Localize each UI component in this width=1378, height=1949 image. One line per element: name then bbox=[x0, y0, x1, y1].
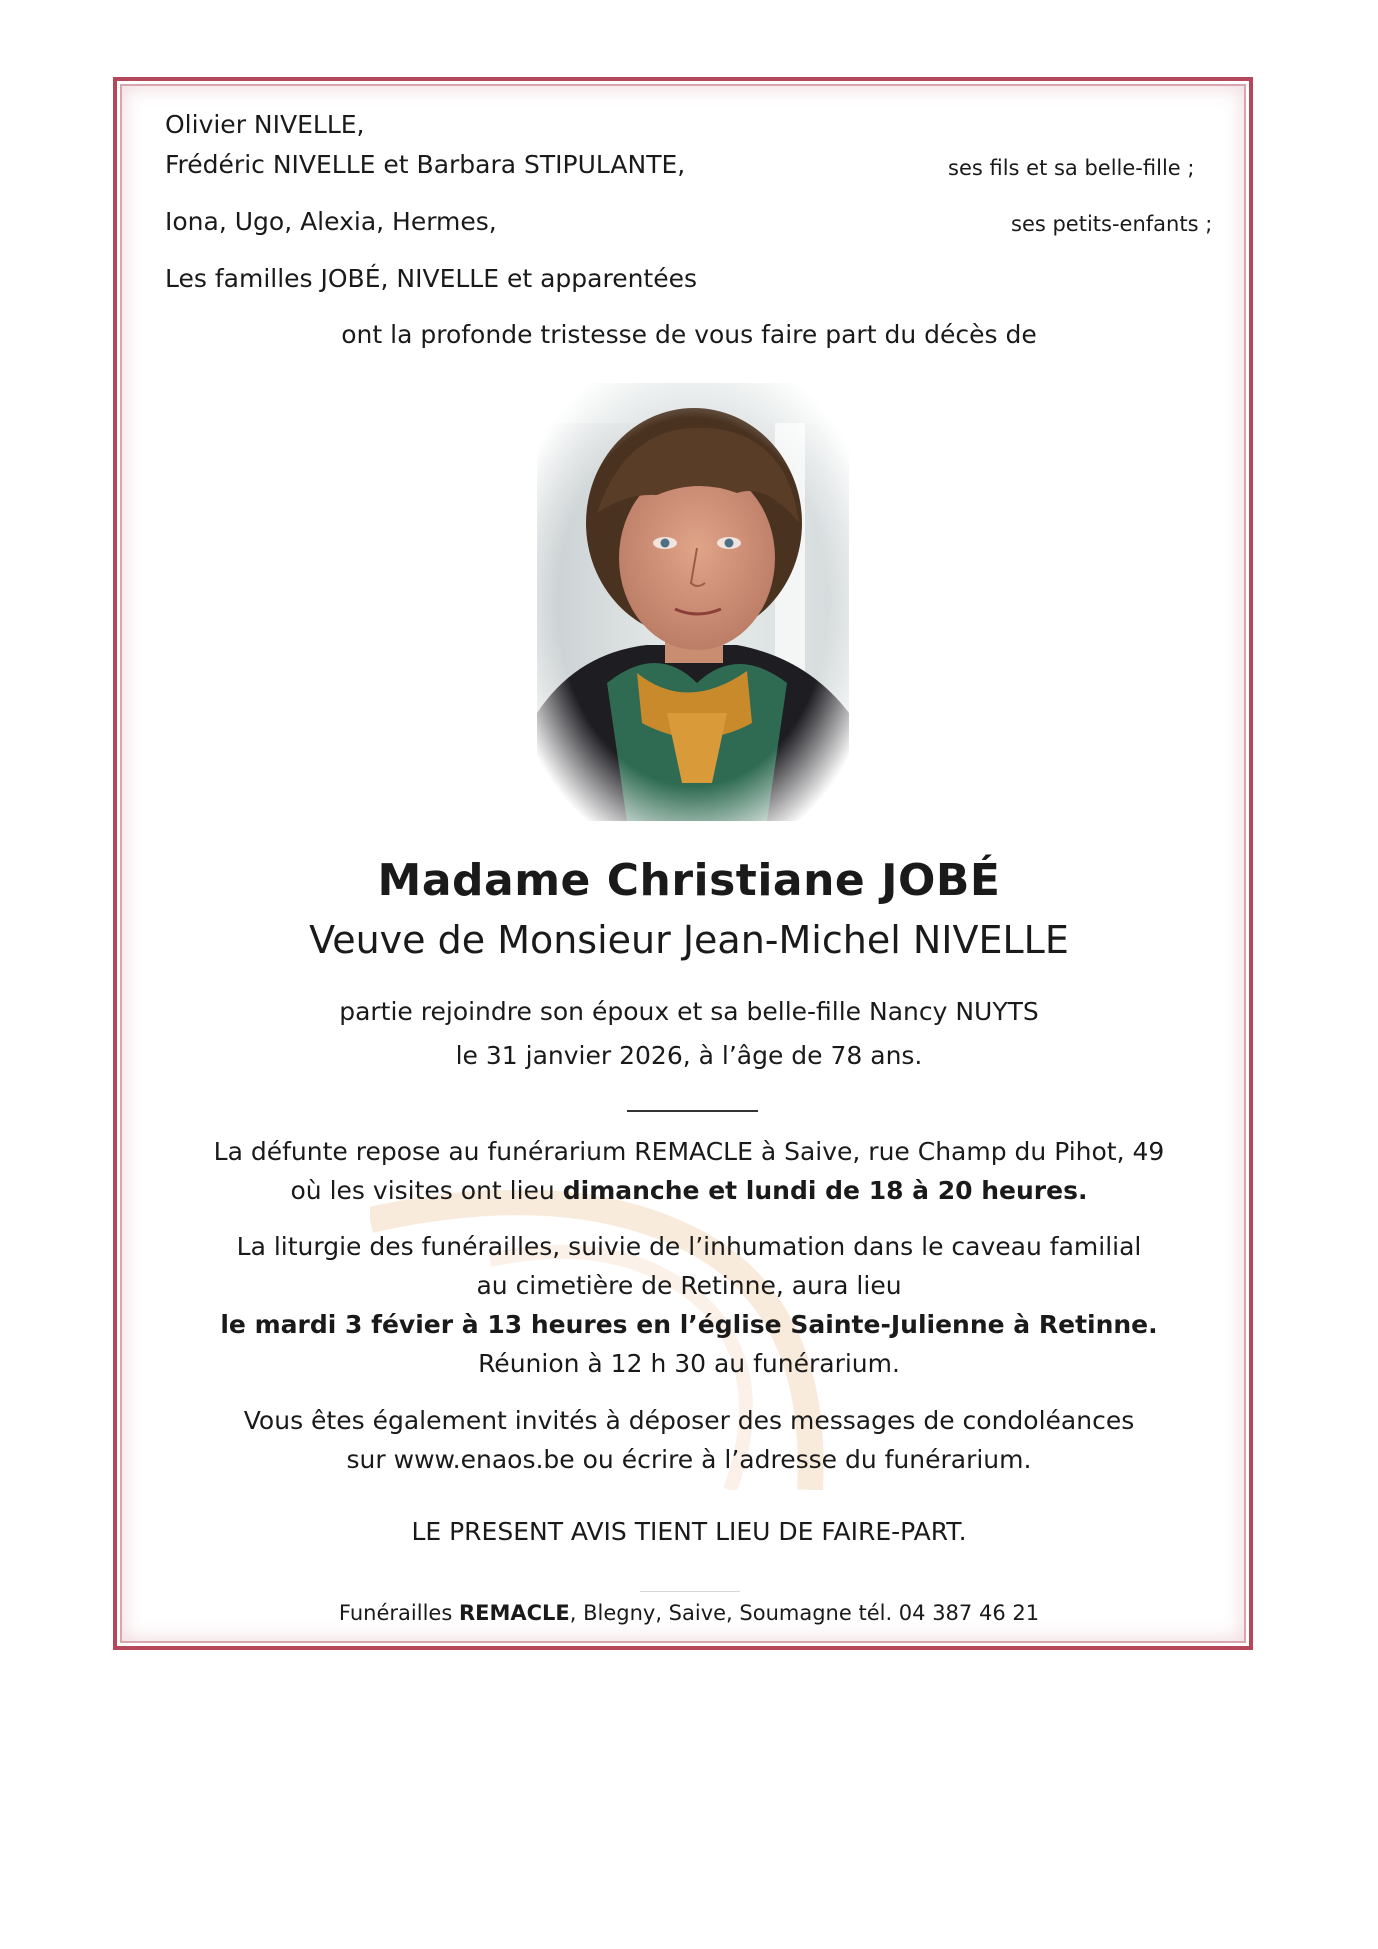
relation-grandchildren: ses petits-enfants ; bbox=[1011, 212, 1213, 236]
footer-suffix: , Blegny, Saive, Soumagne tél. 04 387 46 21 bbox=[569, 1601, 1040, 1625]
liturgy-line-4: Réunion à 12 h 30 au funérarium. bbox=[478, 1349, 900, 1378]
liturgy-line-2: au cimetière de Retinne, aura lieu bbox=[476, 1271, 902, 1300]
family-line-grandchildren: Iona, Ugo, Alexia, Hermes, bbox=[165, 207, 497, 236]
family-line-sons-1: Olivier NIVELLE, bbox=[165, 110, 365, 139]
condolences-line-2: sur www.enaos.be ou écrire à l’adresse du funérarium. bbox=[346, 1445, 1032, 1474]
portrait-photo bbox=[537, 383, 849, 821]
family-line-families: Les familles JOBÉ, NIVELLE et apparentées bbox=[165, 264, 698, 293]
announcement-text: ont la profonde tristesse de vous faire part du décès de bbox=[341, 320, 1037, 349]
liturgy-line-3: le mardi 3 févier à 13 heures en l’église Sainte-Julienne à Retinne. bbox=[220, 1310, 1158, 1339]
visits-line-1: La défunte repose au funérarium REMACLE à Saive, rue Champ du Pihot, 49 bbox=[213, 1137, 1165, 1166]
widow-of-line: Veuve de Monsieur Jean-Michel NIVELLE bbox=[309, 918, 1069, 962]
relation-sons: ses fils et sa belle-fille ; bbox=[948, 156, 1195, 180]
rejoined-line: partie rejoindre son époux et sa belle-fille Nancy NUYTS bbox=[339, 997, 1039, 1026]
separator-line bbox=[627, 1110, 758, 1112]
visits-prefix: où les visites ont lieu bbox=[290, 1176, 563, 1205]
visits-line-2 bbox=[0, 1176, 1378, 1205]
footer-line bbox=[0, 1601, 1378, 1625]
family-line-sons-2: Frédéric NIVELLE et Barbara STIPULANTE, bbox=[165, 150, 686, 179]
visits-hours: dimanche et lundi de 18 à 20 heures. bbox=[562, 1176, 1088, 1205]
notice-line: LE PRESENT AVIS TIENT LIEU DE FAIRE-PART. bbox=[411, 1517, 967, 1546]
footer-separator bbox=[640, 1591, 740, 1592]
footer-prefix: Funérailles bbox=[338, 1601, 459, 1625]
liturgy-line-1: La liturgie des funérailles, suivie de l’inhumation dans le caveau familial bbox=[236, 1232, 1142, 1261]
date-age-line: le 31 janvier 2026, à l’âge de 78 ans. bbox=[455, 1041, 923, 1070]
condolences-line-1: Vous êtes également invités à déposer des messages de condoléances bbox=[243, 1406, 1135, 1435]
deceased-name: Madame Christiane JOBÉ bbox=[377, 855, 1001, 906]
footer-brand: REMACLE bbox=[458, 1601, 570, 1625]
